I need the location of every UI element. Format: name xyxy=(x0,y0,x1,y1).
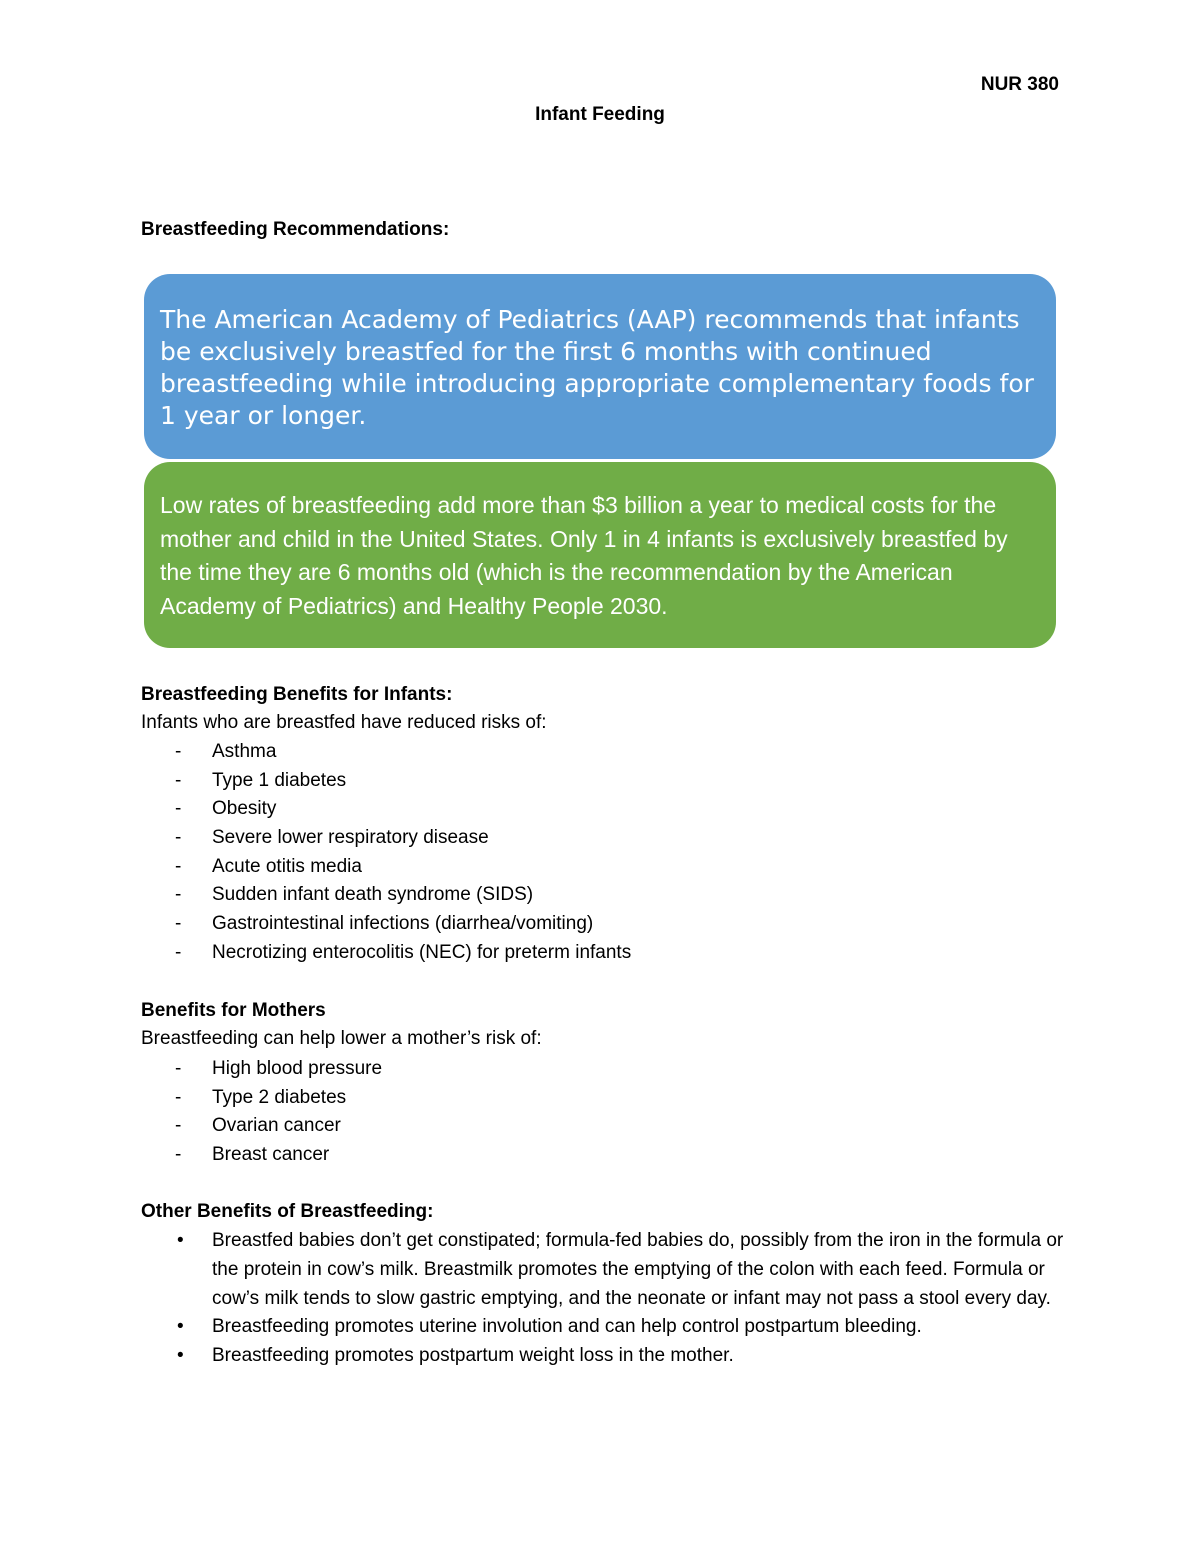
list-item xyxy=(141,824,1071,853)
dash-marker: - xyxy=(175,941,182,963)
list-item-text: Sudden infant death syndrome (SIDS) xyxy=(212,884,534,906)
list-item-text: Asthma xyxy=(212,741,277,762)
list-item-text: Breastfed babies don’t get constipated; formula-fed babies do, possibly from the iron in the formula or the protein in cow’s milk. Breastmilk promotes the emptying of the colon with each feed. Formula or cow’s milk tends to slow gastric emptying, and the neonate or infant may not pass a stool every day. xyxy=(212,1230,1064,1309)
list-item xyxy=(141,853,1071,882)
list-item-text: Type 1 diabetes xyxy=(212,769,347,791)
dash-marker: - xyxy=(175,855,182,877)
infant-benefits-list xyxy=(141,738,1071,968)
list-item-text: High blood pressure xyxy=(212,1058,383,1079)
dash-marker: - xyxy=(175,1144,182,1166)
dash-marker: - xyxy=(175,884,182,906)
dash-marker: - xyxy=(175,1058,182,1079)
dash-marker: - xyxy=(175,827,182,849)
dash-marker: - xyxy=(175,741,182,762)
list-item xyxy=(141,1313,1071,1342)
list-item-text: Severe lower respiratory disease xyxy=(212,827,489,849)
list-item xyxy=(141,738,1071,767)
list-item xyxy=(141,1141,1071,1170)
bullet-marker: • xyxy=(177,1230,184,1251)
breastfeeding-cost-callout: Low rates of breastfeeding add more than $3 billion a year to medical costs for the mother and child in the United States. Only 1 in 4 infants is exclusively breastfed by the time they are 6 months old (which is the recommendation by the American Academy of Pediatrics) and Healthy People 2030. xyxy=(144,462,1056,648)
list-item-text: Ovarian cancer xyxy=(212,1115,341,1137)
other-benefits-heading: Other Benefits of Breastfeeding: xyxy=(141,1201,434,1222)
infant-benefits-heading: Breastfeeding Benefits for Infants: xyxy=(141,684,453,705)
list-item xyxy=(141,1084,1071,1113)
list-item xyxy=(141,795,1071,824)
list-item-text: Breast cancer xyxy=(212,1144,330,1166)
list-item-text: Necrotizing enterocolitis (NEC) for preterm infants xyxy=(212,941,632,963)
dash-marker: - xyxy=(175,798,182,820)
list-item-text: Acute otitis media xyxy=(212,855,362,877)
list-item-text: Type 2 diabetes xyxy=(212,1086,347,1108)
list-item xyxy=(141,1055,1071,1084)
page-title: Infant Feeding xyxy=(535,104,665,125)
list-item xyxy=(141,881,1071,910)
dash-marker: - xyxy=(175,1086,182,1108)
list-item xyxy=(141,910,1071,939)
mother-benefits-list xyxy=(141,1055,1071,1170)
bullet-marker: • xyxy=(177,1316,184,1338)
dash-marker: - xyxy=(175,769,182,791)
infant-benefits-intro: Infants who are breastfed have reduced risks of: xyxy=(141,712,547,733)
list-item-text: Obesity xyxy=(212,798,277,820)
list-item-text: Breastfeeding promotes postpartum weight loss in the mother. xyxy=(212,1345,734,1367)
list-item-text: Gastrointestinal infections (diarrhea/vomiting) xyxy=(212,913,594,935)
bullet-marker: • xyxy=(177,1345,184,1367)
course-code: NUR 380 xyxy=(980,74,1059,95)
dash-marker: - xyxy=(175,1115,182,1137)
list-item-text: Breastfeeding promotes uterine involution and can help control postpartum bleeding. xyxy=(212,1316,922,1338)
list-item xyxy=(141,1342,1071,1371)
list-item xyxy=(141,1227,1071,1313)
mother-benefits-heading: Benefits for Mothers xyxy=(141,1000,326,1021)
dash-marker: - xyxy=(175,913,182,935)
list-item xyxy=(141,939,1071,968)
list-item xyxy=(141,767,1071,796)
other-benefits-list xyxy=(141,1227,1071,1371)
aap-recommendation-callout: The American Academy of Pediatrics (AAP) recommends that infants be exclusively breastfed for the first 6 months with continued breastfeeding while introducing appropriate complementary foods for 1 year or longer. xyxy=(144,274,1056,459)
list-item xyxy=(141,1112,1071,1141)
recommendations-heading: Breastfeeding Recommendations: xyxy=(141,219,450,240)
mother-benefits-intro: Breastfeeding can help lower a mother’s risk of: xyxy=(141,1028,542,1049)
